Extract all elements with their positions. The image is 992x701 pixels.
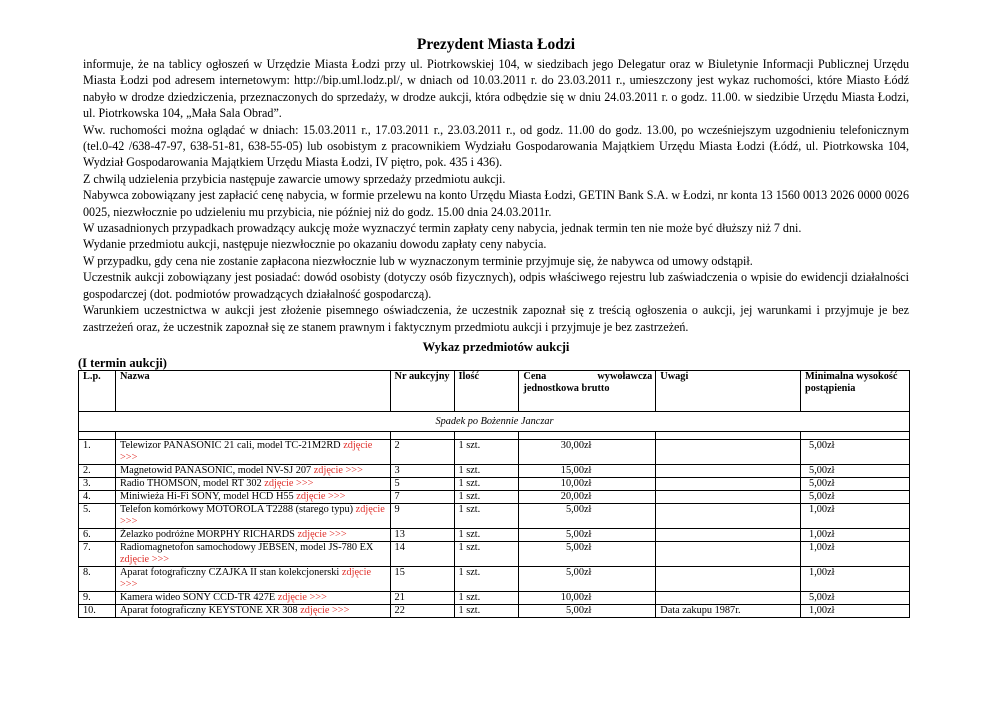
notes-cell: Data zakupu 1987r. bbox=[656, 605, 801, 618]
term-label: (I termin aukcji) bbox=[78, 356, 167, 370]
photo-link[interactable]: zdjęcie >>> bbox=[313, 465, 363, 476]
notes-cell bbox=[656, 478, 801, 491]
table-row bbox=[79, 542, 910, 567]
min-step-cell: 1,00zł bbox=[801, 605, 910, 618]
name-cell bbox=[115, 605, 390, 618]
announcement-text bbox=[83, 56, 909, 335]
col-header-name: Nazwa bbox=[115, 371, 390, 412]
item-name: Aparat fotograficzny CZAJKA II stan kolekcjonerski bbox=[119, 567, 340, 578]
item-name: Telewizor PANASONIC 21 cali, model TC-21M2RD bbox=[119, 440, 341, 451]
price-value: 5,00zł bbox=[565, 567, 592, 578]
col-header-qty: Ilość bbox=[454, 371, 519, 412]
photo-link[interactable]: zdjęcie >>> bbox=[119, 504, 385, 527]
qty-cell: 1 szt. bbox=[454, 529, 519, 542]
spacer-cell bbox=[454, 432, 519, 440]
notes-cell bbox=[656, 440, 801, 465]
price-cell bbox=[519, 567, 656, 592]
paragraph: Wydanie przedmiotu aukcji, następuje niezwłocznie po okazaniu dowodu zapłaty ceny nabycia. bbox=[83, 237, 547, 252]
owner-row bbox=[79, 412, 910, 432]
auction-no-cell: 14 bbox=[390, 542, 454, 567]
item-name: Aparat fotograficzny KEYSTONE XR 308 bbox=[119, 605, 298, 616]
table-row bbox=[79, 529, 910, 542]
lp-cell: 7. bbox=[79, 542, 116, 567]
name-cell bbox=[115, 440, 390, 465]
name-cell bbox=[115, 567, 390, 592]
paragraph: Ww. ruchomości można oglądać w dniach: 15.03.2011 r., 17.03.2011 r., 23.03.2011 r., od godz. 11.00 do godz. 13.00, po wcześniejszym uzgodnieniu telefonicznym (tel.0-42 /638-47-97, 638-51-81, 638-55-05) lub osobistym z pracownikiem Wydziału Gospodarowania Majątkiem Urzędu Miasta Łodzi (Łódź, ul. Piotrkowska 104, Wydział Gospodarowania Majątkiem Urzędu Miasta Łodzi, IV piętro, pok. 435 i 436). bbox=[83, 122, 909, 170]
name-cell bbox=[115, 504, 390, 529]
table-row bbox=[79, 440, 910, 465]
price-value: 10,00zł bbox=[560, 478, 592, 489]
lp-cell: 10. bbox=[79, 605, 116, 618]
spacer-cell bbox=[656, 432, 801, 440]
qty-cell: 1 szt. bbox=[454, 440, 519, 465]
lp-cell: 4. bbox=[79, 491, 116, 504]
notes-cell bbox=[656, 592, 801, 605]
item-name: Radio THOMSON, model RT 302 bbox=[119, 478, 262, 489]
item-name: Kamera wideo SONY CCD-TR 427E bbox=[119, 592, 276, 603]
paragraph: Z chwilą udzielenia przybicia następuje zawarcie umowy sprzedaży przedmiotu aukcji. bbox=[83, 171, 506, 186]
price-cell bbox=[519, 478, 656, 491]
item-name: Żelazko podróżne MORPHY RICHARDS bbox=[119, 529, 295, 540]
spacer-row bbox=[79, 432, 910, 440]
notes-cell bbox=[656, 529, 801, 542]
lp-cell: 3. bbox=[79, 478, 116, 491]
min-step-cell: 5,00zł bbox=[801, 491, 910, 504]
min-step-cell: 5,00zł bbox=[801, 592, 910, 605]
notes-cell bbox=[656, 491, 801, 504]
paragraph: informuje, że na tablicy ogłoszeń w Urzędzie Miasta Łodzi przy ul. Piotrkowskiej 104, w siedzibach jego Delegatur oraz w Biuletynie Informacji Publicznej Urzędu Miasta Łodzi pod adresem internetowym: http://bip.uml.lodz.pl/, w dniach od 10.03.2011 r. do 23.03.2011 r., umieszczony jest wykaz ruchomości, które Miasto Łódź nabyło w drodze dziedziczenia, przeznaczonych do sprzedaży, w drodze aukcji, która odbędzie się w dniu 24.03.2011 r. o godz. 11.00. w siedzibie Urzędu Miasta Łodzi, ul. Piotrkowska 104, „Mała Sala Obrad”. bbox=[83, 57, 909, 121]
item-name: Telefon komórkowy MOTOROLA T2288 (starego typu) bbox=[119, 504, 354, 515]
price-cell bbox=[519, 529, 656, 542]
min-step-cell: 1,00zł bbox=[801, 567, 910, 592]
qty-cell: 1 szt. bbox=[454, 592, 519, 605]
price-cell bbox=[519, 605, 656, 618]
lp-cell: 6. bbox=[79, 529, 116, 542]
qty-cell: 1 szt. bbox=[454, 542, 519, 567]
auction-no-cell: 15 bbox=[390, 567, 454, 592]
col-header-lp: L.p. bbox=[79, 371, 116, 412]
paragraph: W przypadku, gdy cena nie zostanie zapłacona niezwłocznie lub w wyznaczonym terminie przyjmuje się, że nabywca od umowy odstąpił. bbox=[83, 253, 753, 268]
photo-link[interactable]: zdjęcie >>> bbox=[300, 605, 350, 616]
name-cell bbox=[115, 542, 390, 567]
photo-link[interactable]: zdjęcie >>> bbox=[297, 529, 347, 540]
col-header-auction-no: Nr aukcyjny bbox=[390, 371, 454, 412]
photo-link[interactable]: zdjęcie >>> bbox=[119, 440, 373, 463]
auction-no-cell: 22 bbox=[390, 605, 454, 618]
owner-cell: Spadek po Bożennie Janczar bbox=[79, 412, 910, 432]
price-value: 5,00zł bbox=[565, 605, 592, 616]
price-value: 10,00zł bbox=[560, 592, 592, 603]
photo-link[interactable]: zdjęcie >>> bbox=[264, 478, 314, 489]
qty-cell: 1 szt. bbox=[454, 605, 519, 618]
price-value: 15,00zł bbox=[560, 465, 592, 476]
notes-cell bbox=[656, 504, 801, 529]
min-step-cell: 5,00zł bbox=[801, 478, 910, 491]
col-header-price bbox=[519, 371, 656, 412]
qty-cell: 1 szt. bbox=[454, 491, 519, 504]
photo-link[interactable]: zdjęcie >>> bbox=[277, 592, 327, 603]
spacer-cell bbox=[519, 432, 656, 440]
table-row bbox=[79, 592, 910, 605]
table-row bbox=[79, 491, 910, 504]
qty-cell: 1 szt. bbox=[454, 504, 519, 529]
auction-items-table bbox=[78, 370, 910, 618]
price-cell bbox=[519, 504, 656, 529]
name-cell bbox=[115, 491, 390, 504]
price-cell bbox=[519, 440, 656, 465]
notes-cell bbox=[656, 567, 801, 592]
price-value: 5,00zł bbox=[565, 529, 592, 540]
paragraph: Warunkiem uczestnictwa w aukcji jest złożenie pisemnego oświadczenia, że uczestnik zapoznał się z treścią ogłoszenia o aukcji, jej warunkami i przyjmuje je bez zastrzeżeń oraz, że uczestnik zapoznał się ze stanem prawnym i faktycznym przedmiotu aukcji i przyjmuje je bez zastrzeżeń. bbox=[83, 303, 909, 334]
auction-no-cell: 9 bbox=[390, 504, 454, 529]
auction-no-cell: 13 bbox=[390, 529, 454, 542]
name-cell bbox=[115, 529, 390, 542]
lp-cell: 9. bbox=[79, 592, 116, 605]
spacer-cell bbox=[390, 432, 454, 440]
qty-cell: 1 szt. bbox=[454, 465, 519, 478]
auction-no-cell: 3 bbox=[390, 465, 454, 478]
min-step-cell: 5,00zł bbox=[801, 465, 910, 478]
col-header-price-c: jednostkowa brutto bbox=[523, 383, 610, 394]
paragraph: W uzasadnionych przypadkach prowadzący aukcję może wyznaczyć termin zapłaty ceny nabycia, jednak termin ten nie może być dłuższy niż 7 dni. bbox=[83, 221, 802, 236]
min-step-cell: 1,00zł bbox=[801, 504, 910, 529]
qty-cell: 1 szt. bbox=[454, 478, 519, 491]
auction-no-cell: 5 bbox=[390, 478, 454, 491]
name-cell bbox=[115, 465, 390, 478]
lp-cell: 8. bbox=[79, 567, 116, 592]
table-row bbox=[79, 478, 910, 491]
price-cell bbox=[519, 592, 656, 605]
paragraph: Nabywca zobowiązany jest zapłacić cenę nabycia, w formie przelewu na konto Urzędu Miasta Łodzi, GETIN Bank S.A. w Łodzi, nr konta 13 1560 0013 2026 0000 0026 0025, niezwłocznie po udzieleniu mu przybicia, nie później niż do godz. 15.00 dnia 24.03.2011r. bbox=[83, 188, 909, 219]
name-cell bbox=[115, 478, 390, 491]
table-row bbox=[79, 567, 910, 592]
price-cell bbox=[519, 542, 656, 567]
col-header-min-step: Minimalna wysokość postąpienia bbox=[801, 371, 910, 412]
lp-cell: 5. bbox=[79, 504, 116, 529]
price-value: 5,00zł bbox=[565, 542, 592, 553]
min-step-cell: 1,00zł bbox=[801, 529, 910, 542]
table-row bbox=[79, 504, 910, 529]
name-cell bbox=[115, 592, 390, 605]
col-header-price-b: wywoławcza bbox=[597, 371, 653, 382]
item-name: Magnetowid PANASONIC, model NV-SJ 207 bbox=[119, 465, 312, 476]
table-row bbox=[79, 605, 910, 618]
photo-link[interactable]: zdjęcie >>> bbox=[296, 491, 346, 502]
paragraph: Uczestnik aukcji zobowiązany jest posiadać: dowód osobisty (dotyczy osób fizycznych), odpis właściwego rejestru lub zaświadczenia o wpisie do ewidencji działalności gospodarczej (dot. podmiotów prowadzących działalność gospodarczą). bbox=[83, 270, 909, 301]
notes-cell bbox=[656, 542, 801, 567]
item-name: Radiomagnetofon samochodowy JEBSEN, model JS-780 EX bbox=[119, 542, 374, 553]
list-title: Wykaz przedmiotów aukcji bbox=[422, 340, 570, 354]
col-header-notes: Uwagi bbox=[656, 371, 801, 412]
price-value: 30,00zł bbox=[560, 440, 592, 451]
auction-no-cell: 7 bbox=[390, 491, 454, 504]
spacer-cell bbox=[801, 432, 910, 440]
qty-cell: 1 szt. bbox=[454, 567, 519, 592]
photo-link[interactable]: zdjęcie >>> bbox=[119, 567, 372, 590]
min-step-cell: 1,00zł bbox=[801, 542, 910, 567]
col-header-price-a: Cena bbox=[523, 371, 547, 382]
item-name: Miniwieża Hi-Fi SONY, model HCD H55 bbox=[119, 491, 294, 502]
notes-cell bbox=[656, 465, 801, 478]
price-value: 20,00zł bbox=[560, 491, 592, 502]
spacer-cell bbox=[79, 432, 116, 440]
table-header bbox=[79, 371, 910, 412]
photo-link[interactable]: zdjęcie >>> bbox=[119, 554, 170, 565]
auction-no-cell: 21 bbox=[390, 592, 454, 605]
spacer-cell bbox=[115, 432, 390, 440]
price-cell bbox=[519, 491, 656, 504]
page-title: Prezydent Miasta Łodzi bbox=[416, 36, 576, 53]
price-value: 5,00zł bbox=[565, 504, 592, 515]
auction-no-cell: 2 bbox=[390, 440, 454, 465]
lp-cell: 1. bbox=[79, 440, 116, 465]
table-row bbox=[79, 465, 910, 478]
lp-cell: 2. bbox=[79, 465, 116, 478]
price-cell bbox=[519, 465, 656, 478]
min-step-cell: 5,00zł bbox=[801, 440, 910, 465]
